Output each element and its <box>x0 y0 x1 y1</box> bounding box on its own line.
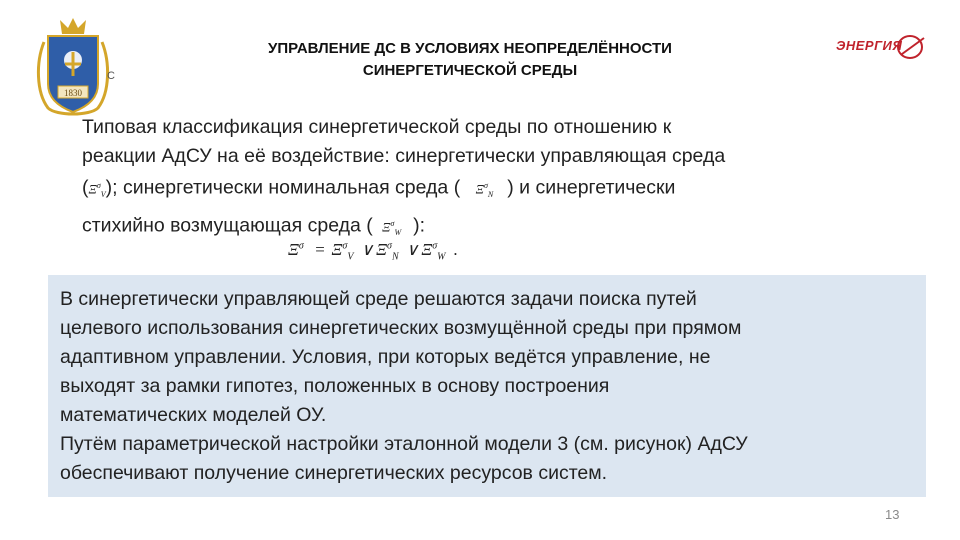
intro-text: стихийно возмущающая среда ( <box>82 214 373 237</box>
box-line: В синергетически управляющей среде решаются задачи поиска путей <box>60 288 697 310</box>
box-line: целевого использования синергетических возмущённой среды при прямом <box>60 317 742 339</box>
intro-line <box>82 171 862 209</box>
xi-w-symbol: $\Xi^\sigma_W$ <box>382 218 402 237</box>
title-line-1: УПРАВЛЕНИЕ ДС В УСЛОВИЯХ НЕОПРЕДЕЛЁННОСТИ <box>268 40 672 57</box>
box-line: выходят за рамки гипотез, положенных в основу построения <box>60 375 610 397</box>
highlight-box <box>48 275 926 497</box>
intro-line: реакции АдСУ на её воздействие: синергетически управляющая среда <box>82 145 726 167</box>
box-line: адаптивном управлении. Условия, при которых ведётся управление, не <box>60 346 711 368</box>
box-line: обеспечивают получение синергетических ресурсов систем. <box>60 462 608 484</box>
xi-v-symbol: $\Xi^\sigma_V$ <box>88 181 106 199</box>
box-line: Путём параметрической настройки эталонной модели 3 (см. рисунок) АдСУ <box>60 433 748 455</box>
intro-line <box>82 209 862 247</box>
intro-text: ( <box>82 176 89 199</box>
university-emblem <box>34 12 112 120</box>
emblem-suffix: С <box>107 70 115 82</box>
intro-line: Типовая классификация синергетической среды по отношению к <box>82 116 672 138</box>
emblem-year: 1830 <box>64 88 82 98</box>
slide-title <box>190 38 750 82</box>
box-line: математических моделей ОУ. <box>60 404 327 426</box>
intro-text: ); синергетически номинальная среда ( <box>105 176 461 199</box>
box-text <box>60 285 920 488</box>
intro-text: ) и синергетически <box>507 176 676 199</box>
page-number: 13 <box>885 507 900 522</box>
title-line-2: СИНЕРГЕТИЧЕСКОЙ СРЕДЫ <box>362 62 578 79</box>
intro-text: ): <box>413 214 426 237</box>
formula: $\Xi^\sigma = \Xi^\sigma_V$ ∨ $\Xi^\sigma_N$ ∨ $\Xi^\sigma_W$ . <box>288 240 459 263</box>
intro-paragraph <box>82 113 862 247</box>
xi-n-symbol: $\Xi^\sigma_N$ <box>475 181 494 199</box>
energia-logo-text: ЭНЕРГИЯ <box>836 38 903 53</box>
